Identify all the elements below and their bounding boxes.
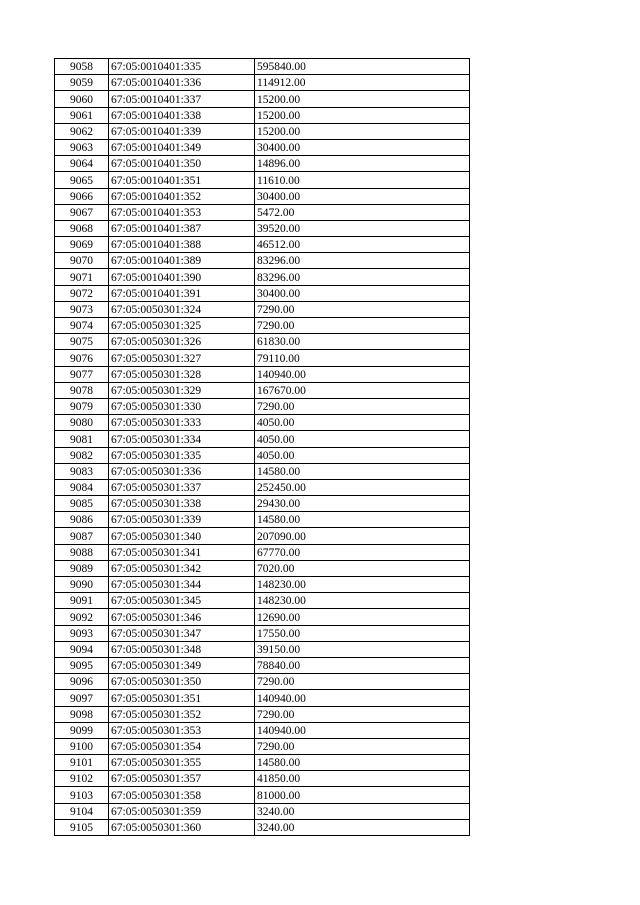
cadastral-number-cell: 67:05:0050301:348 xyxy=(109,641,255,657)
value-cell: 17550.00 xyxy=(255,625,470,641)
cadastral-number-cell: 67:05:0050301:329 xyxy=(109,382,255,398)
row-number-cell: 9066 xyxy=(55,188,109,204)
row-number-cell: 9080 xyxy=(55,415,109,431)
table-row xyxy=(55,577,470,593)
cadastral-number-cell: 67:05:0010401:351 xyxy=(109,172,255,188)
row-number-cell: 9072 xyxy=(55,285,109,301)
table-row xyxy=(55,253,470,269)
cadastral-number-cell: 67:05:0010401:390 xyxy=(109,269,255,285)
row-number-cell: 9070 xyxy=(55,253,109,269)
value-cell: 39520.00 xyxy=(255,220,470,236)
table-row xyxy=(55,59,470,75)
value-cell: 5472.00 xyxy=(255,204,470,220)
row-number-cell: 9105 xyxy=(55,819,109,835)
table-row xyxy=(55,334,470,350)
table-row xyxy=(55,285,470,301)
row-number-cell: 9079 xyxy=(55,398,109,414)
row-number-cell: 9073 xyxy=(55,301,109,317)
row-number-cell: 9092 xyxy=(55,609,109,625)
table-row xyxy=(55,382,470,398)
value-cell: 7290.00 xyxy=(255,398,470,414)
table-row xyxy=(55,75,470,91)
table-row xyxy=(55,690,470,706)
table-row xyxy=(55,641,470,657)
cadastral-number-cell: 67:05:0010401:336 xyxy=(109,75,255,91)
row-number-cell: 9059 xyxy=(55,75,109,91)
row-number-cell: 9085 xyxy=(55,496,109,512)
row-number-cell: 9077 xyxy=(55,366,109,382)
cadastral-number-cell: 67:05:0050301:357 xyxy=(109,771,255,787)
value-cell: 207090.00 xyxy=(255,528,470,544)
table-row xyxy=(55,755,470,771)
value-cell: 14580.00 xyxy=(255,755,470,771)
table-row xyxy=(55,237,470,253)
value-cell: 29430.00 xyxy=(255,496,470,512)
cadastral-number-cell: 67:05:0050301:345 xyxy=(109,593,255,609)
cadastral-number-cell: 67:05:0050301:324 xyxy=(109,301,255,317)
value-cell: 4050.00 xyxy=(255,447,470,463)
table-row xyxy=(55,139,470,155)
row-number-cell: 9093 xyxy=(55,625,109,641)
table-row xyxy=(55,220,470,236)
cadastral-number-cell: 67:05:0010401:353 xyxy=(109,204,255,220)
value-cell: 79110.00 xyxy=(255,350,470,366)
cadastral-number-cell: 67:05:0050301:328 xyxy=(109,366,255,382)
table-row xyxy=(55,593,470,609)
cadastral-number-cell: 67:05:0050301:360 xyxy=(109,819,255,835)
cadastral-number-cell: 67:05:0050301:358 xyxy=(109,787,255,803)
table-row xyxy=(55,204,470,220)
table-row xyxy=(55,269,470,285)
cadastral-number-cell: 67:05:0050301:340 xyxy=(109,528,255,544)
value-cell: 14580.00 xyxy=(255,512,470,528)
row-number-cell: 9067 xyxy=(55,204,109,220)
table-row xyxy=(55,706,470,722)
table-row xyxy=(55,544,470,560)
cadastral-number-cell: 67:05:0050301:353 xyxy=(109,722,255,738)
row-number-cell: 9098 xyxy=(55,706,109,722)
cadastral-number-cell: 67:05:0010401:335 xyxy=(109,59,255,75)
row-number-cell: 9083 xyxy=(55,463,109,479)
cadastral-number-cell: 67:05:0010401:387 xyxy=(109,220,255,236)
cadastral-number-cell: 67:05:0010401:337 xyxy=(109,91,255,107)
cadastral-number-cell: 67:05:0050301:342 xyxy=(109,560,255,576)
cadastral-number-cell: 67:05:0010401:352 xyxy=(109,188,255,204)
value-cell: 83296.00 xyxy=(255,253,470,269)
table-row xyxy=(55,787,470,803)
value-cell: 15200.00 xyxy=(255,123,470,139)
value-cell: 61830.00 xyxy=(255,334,470,350)
cadastral-number-cell: 67:05:0050301:359 xyxy=(109,803,255,819)
value-cell: 595840.00 xyxy=(255,59,470,75)
row-number-cell: 9095 xyxy=(55,657,109,673)
row-number-cell: 9102 xyxy=(55,771,109,787)
table-row xyxy=(55,188,470,204)
cadastral-number-cell: 67:05:0050301:334 xyxy=(109,431,255,447)
row-number-cell: 9065 xyxy=(55,172,109,188)
value-cell: 78840.00 xyxy=(255,657,470,673)
table-row xyxy=(55,431,470,447)
table-row xyxy=(55,496,470,512)
value-cell: 148230.00 xyxy=(255,593,470,609)
value-cell: 11610.00 xyxy=(255,172,470,188)
row-number-cell: 9088 xyxy=(55,544,109,560)
row-number-cell: 9063 xyxy=(55,139,109,155)
value-cell: 167670.00 xyxy=(255,382,470,398)
value-cell: 30400.00 xyxy=(255,285,470,301)
table-row xyxy=(55,738,470,754)
row-number-cell: 9069 xyxy=(55,237,109,253)
table-row xyxy=(55,674,470,690)
value-cell: 3240.00 xyxy=(255,803,470,819)
row-number-cell: 9084 xyxy=(55,479,109,495)
value-cell: 83296.00 xyxy=(255,269,470,285)
value-cell: 114912.00 xyxy=(255,75,470,91)
row-number-cell: 9074 xyxy=(55,318,109,334)
cadastral-number-cell: 67:05:0050301:352 xyxy=(109,706,255,722)
value-cell: 7290.00 xyxy=(255,318,470,334)
value-cell: 81000.00 xyxy=(255,787,470,803)
cadastral-number-cell: 67:05:0050301:330 xyxy=(109,398,255,414)
cadastral-number-cell: 67:05:0010401:391 xyxy=(109,285,255,301)
row-number-cell: 9076 xyxy=(55,350,109,366)
cadastral-number-cell: 67:05:0050301:351 xyxy=(109,690,255,706)
row-number-cell: 9099 xyxy=(55,722,109,738)
cadastral-number-cell: 67:05:0050301:347 xyxy=(109,625,255,641)
cadastral-number-cell: 67:05:0050301:350 xyxy=(109,674,255,690)
table-row xyxy=(55,415,470,431)
cadastral-number-cell: 67:05:0050301:344 xyxy=(109,577,255,593)
table-row xyxy=(55,366,470,382)
table-row xyxy=(55,722,470,738)
row-number-cell: 9091 xyxy=(55,593,109,609)
row-number-cell: 9096 xyxy=(55,674,109,690)
value-cell: 7020.00 xyxy=(255,560,470,576)
table-row xyxy=(55,156,470,172)
cadastral-number-cell: 67:05:0050301:341 xyxy=(109,544,255,560)
table-row xyxy=(55,803,470,819)
value-cell: 46512.00 xyxy=(255,237,470,253)
cadastral-number-cell: 67:05:0050301:349 xyxy=(109,657,255,673)
row-number-cell: 9086 xyxy=(55,512,109,528)
row-number-cell: 9087 xyxy=(55,528,109,544)
cadastral-number-cell: 67:05:0010401:350 xyxy=(109,156,255,172)
table-row xyxy=(55,609,470,625)
cadastral-number-cell: 67:05:0050301:333 xyxy=(109,415,255,431)
value-cell: 3240.00 xyxy=(255,819,470,835)
table-row xyxy=(55,91,470,107)
value-cell: 14896.00 xyxy=(255,156,470,172)
table-row xyxy=(55,625,470,641)
table-row xyxy=(55,123,470,139)
table-row xyxy=(55,318,470,334)
row-number-cell: 9101 xyxy=(55,755,109,771)
row-number-cell: 9071 xyxy=(55,269,109,285)
cadastral-number-cell: 67:05:0010401:339 xyxy=(109,123,255,139)
row-number-cell: 9081 xyxy=(55,431,109,447)
table-row xyxy=(55,398,470,414)
cadastral-number-cell: 67:05:0050301:325 xyxy=(109,318,255,334)
value-cell: 140940.00 xyxy=(255,366,470,382)
cadastral-number-cell: 67:05:0010401:388 xyxy=(109,237,255,253)
value-cell: 140940.00 xyxy=(255,722,470,738)
cadastral-number-cell: 67:05:0010401:349 xyxy=(109,139,255,155)
value-cell: 7290.00 xyxy=(255,301,470,317)
table-row xyxy=(55,771,470,787)
value-cell: 15200.00 xyxy=(255,107,470,123)
cadastral-number-cell: 67:05:0050301:355 xyxy=(109,755,255,771)
cadastral-number-cell: 67:05:0010401:389 xyxy=(109,253,255,269)
cadastral-number-cell: 67:05:0050301:327 xyxy=(109,350,255,366)
cadastral-number-cell: 67:05:0050301:326 xyxy=(109,334,255,350)
row-number-cell: 9068 xyxy=(55,220,109,236)
cadastral-value-table xyxy=(54,58,470,836)
value-cell: 30400.00 xyxy=(255,139,470,155)
table-row xyxy=(55,301,470,317)
row-number-cell: 9075 xyxy=(55,334,109,350)
row-number-cell: 9104 xyxy=(55,803,109,819)
table-row xyxy=(55,350,470,366)
cadastral-number-cell: 67:05:0050301:336 xyxy=(109,463,255,479)
row-number-cell: 9078 xyxy=(55,382,109,398)
row-number-cell: 9082 xyxy=(55,447,109,463)
value-cell: 15200.00 xyxy=(255,91,470,107)
value-cell: 4050.00 xyxy=(255,415,470,431)
value-cell: 140940.00 xyxy=(255,690,470,706)
row-number-cell: 9060 xyxy=(55,91,109,107)
row-number-cell: 9089 xyxy=(55,560,109,576)
table-row xyxy=(55,107,470,123)
cadastral-number-cell: 67:05:0050301:335 xyxy=(109,447,255,463)
table-row xyxy=(55,560,470,576)
table-row xyxy=(55,172,470,188)
value-cell: 30400.00 xyxy=(255,188,470,204)
value-cell: 12690.00 xyxy=(255,609,470,625)
value-cell: 252450.00 xyxy=(255,479,470,495)
table-row xyxy=(55,657,470,673)
table-row xyxy=(55,463,470,479)
table-row xyxy=(55,512,470,528)
cadastral-number-cell: 67:05:0050301:337 xyxy=(109,479,255,495)
value-cell: 148230.00 xyxy=(255,577,470,593)
table-row xyxy=(55,819,470,835)
cadastral-number-cell: 67:05:0050301:354 xyxy=(109,738,255,754)
table-row xyxy=(55,447,470,463)
row-number-cell: 9097 xyxy=(55,690,109,706)
row-number-cell: 9062 xyxy=(55,123,109,139)
value-cell: 39150.00 xyxy=(255,641,470,657)
row-number-cell: 9064 xyxy=(55,156,109,172)
row-number-cell: 9058 xyxy=(55,59,109,75)
value-cell: 67770.00 xyxy=(255,544,470,560)
value-cell: 7290.00 xyxy=(255,674,470,690)
row-number-cell: 9094 xyxy=(55,641,109,657)
cadastral-number-cell: 67:05:0050301:338 xyxy=(109,496,255,512)
table-row xyxy=(55,528,470,544)
value-cell: 41850.00 xyxy=(255,771,470,787)
value-cell: 7290.00 xyxy=(255,706,470,722)
value-cell: 4050.00 xyxy=(255,431,470,447)
row-number-cell: 9090 xyxy=(55,577,109,593)
cadastral-number-cell: 67:05:0050301:346 xyxy=(109,609,255,625)
row-number-cell: 9103 xyxy=(55,787,109,803)
row-number-cell: 9061 xyxy=(55,107,109,123)
value-cell: 14580.00 xyxy=(255,463,470,479)
value-cell: 7290.00 xyxy=(255,738,470,754)
table-body xyxy=(55,59,470,836)
row-number-cell: 9100 xyxy=(55,738,109,754)
table-row xyxy=(55,479,470,495)
cadastral-number-cell: 67:05:0010401:338 xyxy=(109,107,255,123)
cadastral-number-cell: 67:05:0050301:339 xyxy=(109,512,255,528)
